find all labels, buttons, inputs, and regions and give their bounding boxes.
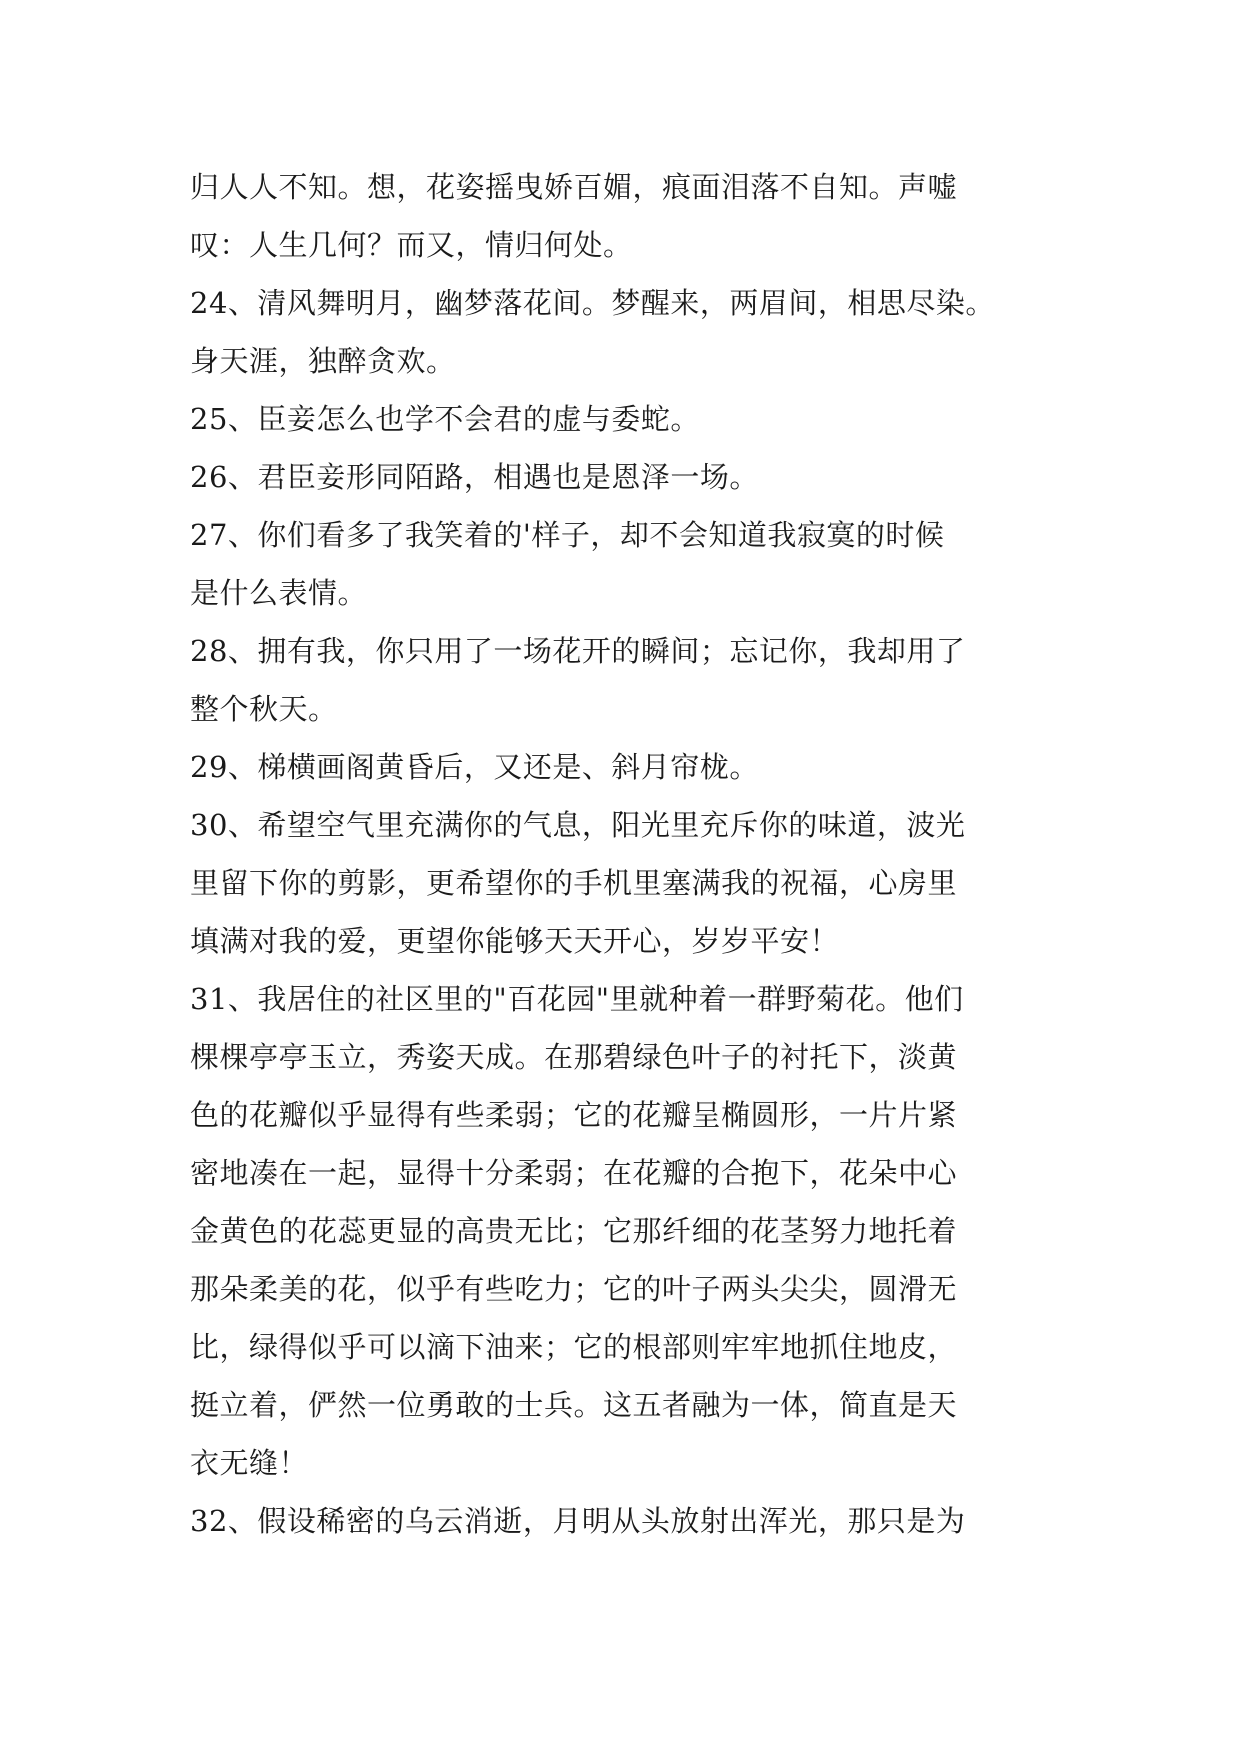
text-line: 27、你们看多了我笑着的'样子，却不会知道我寂寞的时候 — [190, 518, 945, 552]
text-line: 31、我居住的社区里的"百花园"里就种着一群野菊花。他们 — [190, 982, 964, 1016]
text-line: 叹：人生几何？而又，情归何处。 — [190, 228, 633, 262]
text-line: 25、臣妾怎么也学不会君的虚与委蛇。 — [190, 402, 700, 436]
text-line: 密地凑在一起，显得十分柔弱；在花瓣的合抱下，花朵中心 — [190, 1156, 958, 1190]
text-line: 归人人不知。想，花姿摇曳娇百媚，痕面泪落不自知。声嘘 — [190, 170, 958, 204]
text-line: 24、清风舞明月，幽梦落花间。梦醒来，两眉间，相思尽染。 — [190, 286, 995, 320]
text-line: 整个秋天。 — [190, 692, 338, 726]
document-body — [190, 158, 1060, 1550]
text-line: 是什么表情。 — [190, 576, 368, 610]
text-line: 填满对我的爱，更望你能够天天开心，岁岁平安！ — [190, 924, 840, 958]
text-line: 衣无缝！ — [190, 1446, 309, 1480]
text-line: 里留下你的剪影，更希望你的手机里塞满我的祝福，心房里 — [190, 866, 958, 900]
text-line: 身天涯，独醉贪欢。 — [190, 344, 456, 378]
text-line: 那朵柔美的花，似乎有些吃力；它的叶子两头尖尖，圆滑无 — [190, 1272, 958, 1306]
text-line: 26、君臣妾形同陌路，相遇也是恩泽一场。 — [190, 460, 759, 494]
text-line: 30、希望空气里充满你的气息，阳光里充斥你的味道，波光 — [190, 808, 966, 842]
text-line: 棵棵亭亭玉立，秀姿天成。在那碧绿色叶子的衬托下，淡黄 — [190, 1040, 958, 1074]
text-line: 色的花瓣似乎显得有些柔弱；它的花瓣呈椭圆形，一片片紧 — [190, 1098, 958, 1132]
text-line: 金黄色的花蕊更显的高贵无比；它那纤细的花茎努力地托着 — [190, 1214, 958, 1248]
text-line: 挺立着，俨然一位勇敢的士兵。这五者融为一体，简直是天 — [190, 1388, 958, 1422]
text-line: 28、拥有我，你只用了一场花开的瞬间；忘记你，我却用了 — [190, 634, 966, 668]
text-line: 29、梯横画阁黄昏后，又还是、斜月帘栊。 — [190, 750, 759, 784]
text-line: 比，绿得似乎可以滴下油来；它的根部则牢牢地抓住地皮， — [190, 1330, 958, 1364]
text-line: 32、假设稀密的乌云消逝，月明从头放射出浑光，那只是为 — [190, 1504, 966, 1538]
